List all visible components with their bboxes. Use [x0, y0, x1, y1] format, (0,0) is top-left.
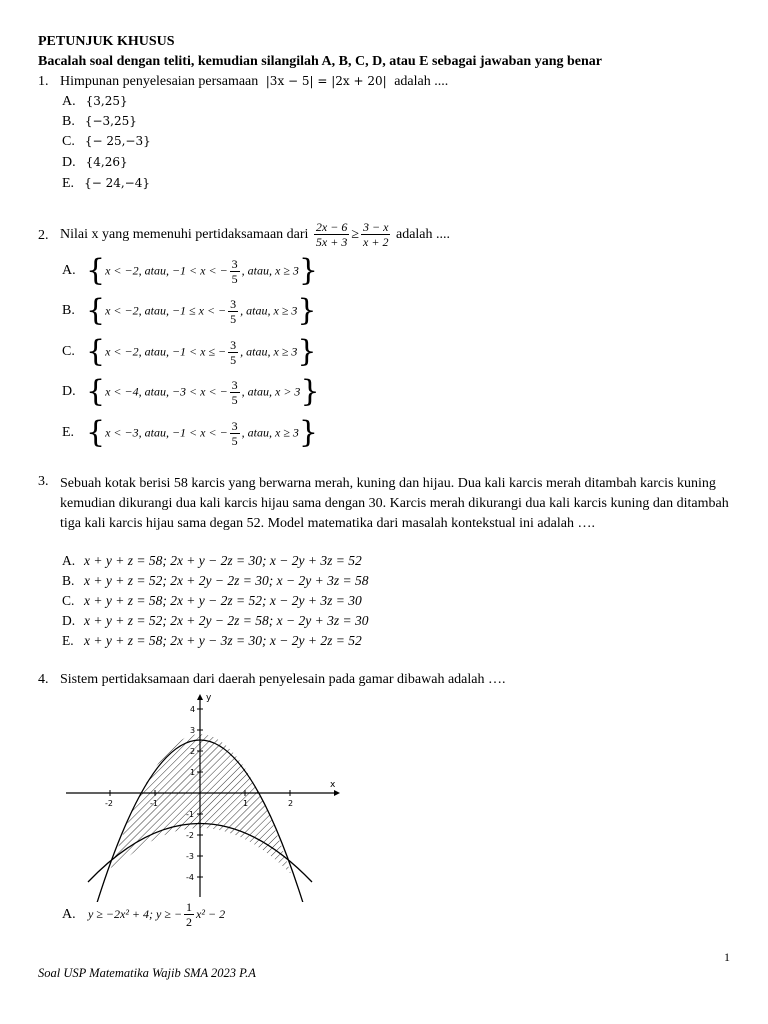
left-brace: {: [86, 293, 106, 328]
option-value: x + y + z = 58; 2x + y − 2z = 30; x − 2y + 3z = 52: [84, 553, 362, 568]
option-inequality-end: , atau, x ≥ 3: [240, 303, 298, 318]
option-inequality-start: x < −4, atau, −3 < x < −: [105, 384, 228, 399]
y-tick-label: -4: [186, 873, 194, 882]
fraction-numerator: 2x − 6: [315, 220, 348, 235]
q2-relation: ≥: [351, 227, 360, 242]
right-brace: }: [300, 374, 320, 409]
x-tick-label: 1: [243, 799, 249, 808]
footer-text: Soal USP Matematika Wajib SMA 2023 P.A: [38, 966, 256, 980]
page-title: PETUNJUK KHUSUS: [38, 34, 175, 49]
option-inequality-end: , atau, x > 3: [241, 384, 301, 399]
q1-equation: |3x − 5| = |2x + 20|: [265, 74, 387, 88]
option-letter: A.: [62, 263, 76, 279]
option-letter: B.: [62, 303, 75, 319]
option-letter: B.: [62, 573, 75, 588]
y-axis-label: y: [206, 693, 212, 703]
q1-number: 1.: [38, 74, 49, 89]
y-tick-label: -2: [186, 831, 194, 840]
q2-option-b[interactable]: [62, 293, 317, 328]
fraction-numerator: 3: [230, 337, 237, 352]
option-value: x + y + z = 52; 2x + 2y − 2z = 58; x − 2y + 3z = 30: [84, 613, 369, 628]
y-tick-label: 4: [190, 705, 196, 714]
q1-text-after: adalah ....: [394, 74, 449, 89]
option-value: x + y + z = 58; 2x + y − 3z = 30; x − 2y + 2z = 52: [84, 633, 362, 648]
option-fraction: [228, 297, 238, 326]
fraction-denominator: 5: [231, 433, 238, 448]
q3-text: Sebuah kotak berisi 58 karcis yang berwarna merah, kuning dan hijau. Dua kali karcis merah ditambah karcis kuning kemudian dikurangi dua kali karcis hijau sama dengan 30. Karcis merah dikurangi dua kali karcis kuning dan ditambah tiga kali karcis hijau sama degan 52. Model matematika dari masalah kontekstual ini adalah ….: [60, 476, 729, 531]
option-letter: E.: [62, 425, 75, 441]
x-tick-label: -1: [150, 799, 158, 808]
y-tick-label: 3: [190, 726, 196, 735]
fraction-denominator: 5x + 3: [315, 235, 348, 250]
option-letter: C.: [62, 593, 75, 608]
fraction-denominator: 5: [231, 271, 238, 286]
q2-rhs-fraction: [361, 220, 390, 249]
option-inequality-end: , atau, x ≥ 3: [240, 344, 298, 359]
fraction-denominator: 5: [230, 352, 237, 367]
fraction-numerator: 3: [231, 256, 238, 271]
option-value: {− 25,−3}: [84, 134, 151, 148]
q2-text-before: Nilai x yang memenuhi pertidaksamaan dari: [60, 227, 309, 242]
x-axis-label: x: [330, 780, 336, 790]
q1-stem: [60, 74, 448, 90]
fraction-denominator: 5: [230, 311, 237, 326]
fraction-numerator: 3: [231, 418, 238, 433]
option-letter: D.: [62, 613, 76, 628]
left-brace: {: [86, 334, 106, 369]
option-value: {3,25}: [85, 94, 128, 108]
q2-option-c[interactable]: [62, 334, 317, 369]
y-tick-label: 2: [190, 747, 196, 756]
option-value: {−3,25}: [84, 114, 137, 128]
right-brace: }: [297, 293, 317, 328]
option-letter: E.: [62, 176, 75, 191]
left-brace: {: [86, 415, 106, 450]
left-brace: {: [86, 253, 106, 288]
option-value: {− 24,−4}: [84, 176, 150, 190]
option-letter: B.: [62, 114, 75, 129]
option-inequality-end: , atau, x ≥ 3: [241, 263, 299, 278]
y-tick-label: -1: [186, 810, 194, 819]
option-letter: D.: [62, 384, 76, 400]
q3-option-c[interactable]: [62, 593, 362, 609]
option-fraction: [230, 257, 240, 286]
q2-number: 2.: [38, 228, 49, 243]
y-axis-arrow: [197, 694, 203, 700]
q1-text-before: Himpunan penyelesaian persamaan: [60, 74, 259, 89]
option-fraction: [228, 338, 238, 367]
q3-number: 3.: [38, 474, 49, 489]
q3-option-e[interactable]: [62, 633, 362, 649]
option-letter: C.: [62, 134, 75, 149]
q4-number: 4.: [38, 672, 49, 687]
q4-text: Sistem pertidaksamaan dari daerah penyelesain pada gamar dibawah adalah ….: [60, 672, 506, 687]
fraction-numerator: 3: [230, 296, 237, 311]
x-axis-arrow: [334, 790, 340, 796]
q2-option-d[interactable]: [62, 374, 320, 409]
q1-option-a[interactable]: [62, 94, 128, 110]
q2-option-e[interactable]: [62, 415, 319, 450]
x-tick-label: -2: [105, 799, 113, 808]
fraction-denominator: 5: [231, 392, 238, 407]
option-fraction: [230, 378, 240, 407]
option-inequality-start: x < −3, atau, −1 < x < −: [105, 425, 228, 440]
option-inequality-end: , atau, x ≥ 3: [241, 425, 299, 440]
option-inequality-end: x² − 2: [196, 907, 226, 921]
option-letter: C.: [62, 344, 75, 360]
q1-option-e[interactable]: [62, 176, 150, 192]
option-inequality-start: x < −2, atau, −1 < x ≤ −: [105, 344, 227, 359]
q1-option-d[interactable]: [62, 155, 128, 171]
option-inequality-start: x < −2, atau, −1 ≤ x < −: [105, 303, 227, 318]
fraction-denominator: 2: [186, 915, 193, 929]
right-brace: }: [297, 334, 317, 369]
q3-option-d[interactable]: [62, 613, 368, 629]
right-brace: }: [298, 253, 319, 288]
option-letter: A.: [62, 94, 76, 109]
q2-option-a[interactable]: [62, 253, 319, 288]
option-fraction: [184, 900, 194, 929]
x-tick-label: 2: [288, 799, 294, 808]
q3-option-a[interactable]: [62, 553, 362, 569]
q3-option-b[interactable]: [62, 573, 368, 589]
q4-option-a[interactable]: [62, 900, 225, 929]
option-inequality-start: y ≥ −2x² + 4; y ≥ −: [88, 907, 183, 921]
fraction-numerator: 3: [231, 377, 238, 392]
q1-option-b[interactable]: [62, 114, 137, 130]
page-number: 1: [724, 950, 730, 964]
option-letter: E.: [62, 633, 74, 648]
y-tick-label: -3: [186, 852, 194, 861]
q4-graph: [60, 692, 350, 902]
left-brace: {: [86, 374, 106, 409]
option-inequality-start: x < −2, atau, −1 < x < −: [105, 263, 228, 278]
option-letter: A.: [62, 553, 76, 568]
option-letter: A.: [62, 906, 76, 922]
option-value: x + y + z = 58; 2x + y − 2z = 52; x − 2y + 3z = 30: [84, 593, 362, 608]
fraction-numerator: 1: [186, 900, 193, 914]
option-value: x + y + z = 52; 2x + 2y − 2z = 30; x − 2y + 3z = 58: [84, 573, 369, 588]
option-letter: D.: [62, 155, 76, 170]
fraction-numerator: 3 − x: [363, 220, 389, 235]
q1-option-c[interactable]: [62, 134, 151, 150]
q2-lhs-fraction: [314, 220, 349, 249]
fraction-denominator: x + 2: [363, 235, 389, 250]
q2-stem: [60, 218, 450, 252]
option-fraction: [230, 419, 240, 448]
q2-text-after: adalah ....: [395, 227, 451, 242]
right-brace: }: [298, 415, 319, 450]
option-value: {4,26}: [85, 155, 128, 169]
y-tick-label: 1: [190, 768, 196, 777]
instruction-text: Bacalah soal dengan teliti, kemudian silangilah A, B, C, D, atau E sebagai jawaban yang benar: [38, 54, 602, 69]
